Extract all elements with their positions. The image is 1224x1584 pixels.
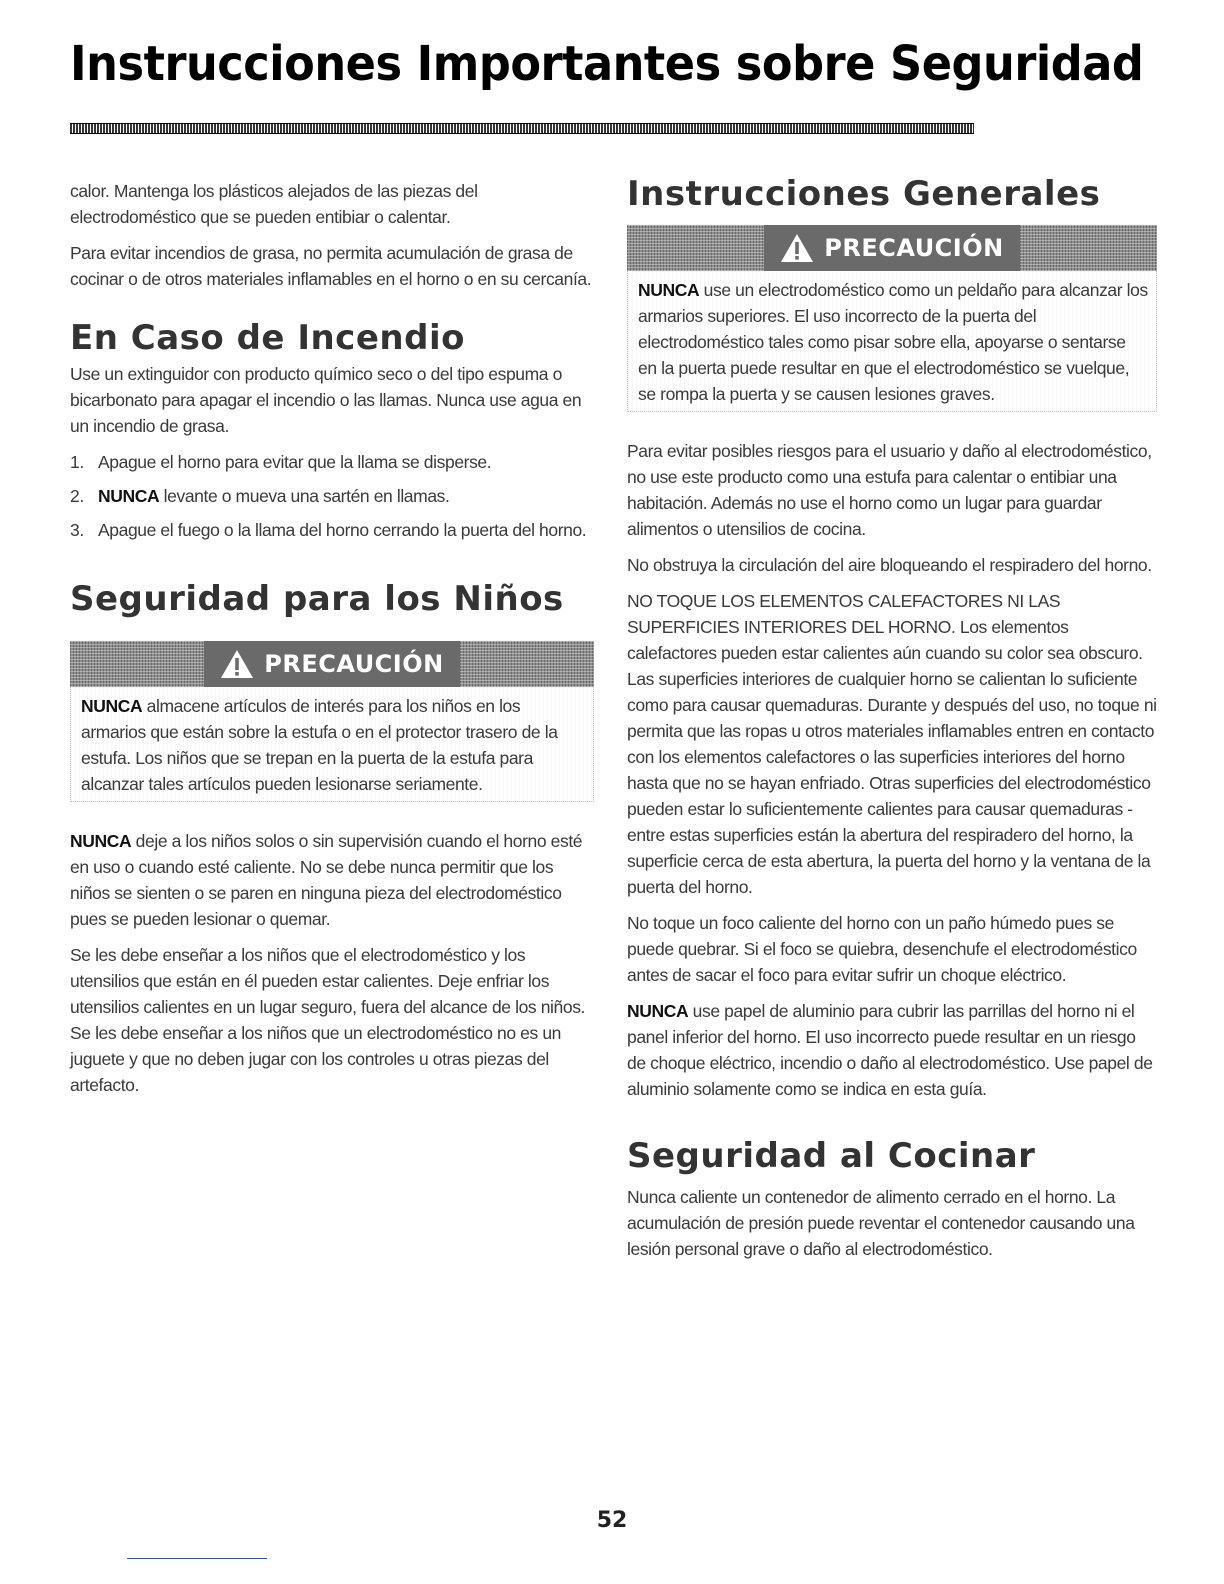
children-p1-text: deje a los niños solos o sin supervisión cuando el horno esté en uso o cuando esté caliente. No se debe nunca permitir que los niños se sienten o se paren en ninguna pieza del electrodoméstico pues se pueden lesionar o quemar. (70, 830, 583, 929)
page-number: 52 (596, 1508, 628, 1533)
general-paragraph-2: No obstruya la circulación del aire bloqueando el respiradero del horno. (627, 555, 1152, 576)
step-text: Apague el fuego o la llama del horno cerrando la puerta del horno. (98, 520, 587, 541)
caution-body: almacene artículos de interés para los niños en los armarios que están sobre la estufa o en el protector trasero de la estufa. Los niños que se trepan en la puerta de la estufa para alcanzar tales artículos pueden lesionarse seriamente. (81, 695, 558, 794)
cooking-heading: Seguridad al Cocinar (627, 1136, 1036, 1177)
caution-text (81, 693, 585, 797)
general-paragraph-3: NO TOQUE LOS ELEMENTOS CALEFACTORES NI LAS SUPERFICIES INTERIORES DEL HORNO. Los elementos calefactores pueden estar calientes aún cuando su color sea obscuro. Las superficies interiores de cualquier horno se calientan lo suficiente como para causar quemaduras. Durante y después del uso, no toque ni permita que las ropas u otros materiales inflamables entren en contacto con los elementos calefactores o las superficies interiores del horno hasta que no se hayan enfriado. Otras superficies del electrodoméstico pueden estar lo suficientemente calientes para causar quemaduras - entre estas superficies están la abertura del respiradero del horno, la superficie cerca de esta abertura, la puerta del horno y la ventana de la puerta del horno. (627, 591, 1157, 898)
children-paragraph-1 (70, 828, 594, 932)
step-number: 1. (70, 452, 84, 473)
caution-label: PRECAUCIÓN (264, 649, 444, 678)
caution-banner (70, 641, 594, 687)
caution-label-box (764, 225, 1019, 271)
cooking-paragraph: Nunca caliente un contenedor de alimento cerrado en el horno. La acumulación de presión puede reventar el contenedor causando una lesión personal grave o daño al electrodoméstico. (627, 1186, 1135, 1259)
general-heading: Instrucciones Generales (627, 174, 1101, 214)
fire-section (70, 320, 594, 543)
step-number: 2. (70, 486, 84, 507)
caution-strong: NUNCA (81, 695, 143, 716)
step-text: Apague el horno para evitar que la llama se disperse. (98, 452, 492, 473)
caution-text-box (627, 271, 1157, 412)
fire-heading: En Caso de Incendio (70, 318, 465, 358)
warning-triangle-icon (220, 649, 254, 679)
children-paragraph-2: Se les debe enseñar a los niños que el electrodoméstico y los utensilios que están en él pueden estar calientes. Deje enfriar los utensilios calientes en un lugar seguro, fuera del alcance de los niños. Se les debe enseñar a los niños que un electrodoméstico no es un juguete y que no deben jugar con los controles u otras piezas del artefacto. (70, 944, 586, 1095)
caution-label: PRECAUCIÓN (824, 234, 1004, 263)
fire-step (70, 517, 594, 543)
general-section (627, 176, 1157, 1102)
general-paragraph-5 (627, 998, 1157, 1102)
caution-body: use un electrodoméstico como un peldaño para alcanzar los armarios superiores. El uso incorrecto de la puerta del electrodoméstico tales como pisar sobre ella, apoyarse o sentarse en la puerta puede resultar en que el electrodoméstico se vuelque, se rompa la puerta y se causen lesiones graves. (638, 280, 1148, 405)
general-paragraph-1: Para evitar posibles riesgos para el usuario y daño al electrodoméstico, no use este producto como una estufa para calentar o entibiar una habitación. Además no use el horno como un lugar para guardar alimentos o utensilios de cocina. (627, 441, 1152, 540)
step-strong: NUNCA (98, 486, 160, 507)
general-paragraph-4: No toque un foco caliente del horno con un paño húmedo pues se puede quebrar. Si el foco se quiebra, desenchufe el electrodoméstico antes de sacar el foco para evitar sufrir un choque eléctrico. (627, 913, 1137, 986)
left-column (70, 178, 594, 1108)
general-p5-strong: NUNCA (627, 1001, 689, 1022)
children-p1-strong: NUNCA (70, 830, 132, 851)
children-heading: Seguridad para los Niños (70, 579, 564, 620)
intro-paragraph-2: Para evitar incendios de grasa, no permita acumulación de grasa de cocinar o de otros materiales inflamables en el horno o en su cercanía. (70, 243, 592, 289)
page-title: Instrucciones Importantes sobre Seguridad (70, 36, 1144, 92)
footer-rule (127, 1558, 267, 1559)
step-text: levante o mueva una sartén en llamas. (159, 486, 450, 507)
fire-step (70, 483, 594, 509)
caution-text (638, 277, 1148, 407)
caution-strong: NUNCA (638, 280, 700, 301)
children-section (70, 581, 594, 1097)
fire-step (70, 449, 594, 475)
warning-triangle-icon (780, 233, 814, 263)
fire-steps (70, 449, 594, 543)
caution-text-box (70, 687, 594, 802)
fire-paragraph: Use un extinguidor con producto químico seco o del tipo espuma o bicarbonato para apagar el incendio o las llamas. Nunca use agua en un incendio de grasa. (70, 364, 582, 437)
right-column (627, 176, 1157, 1272)
caution-label-box (204, 641, 459, 687)
caution-banner (627, 225, 1157, 271)
general-p5-text: use papel de aluminio para cubrir las parrillas del horno ni el panel inferior del horno. El uso incorrecto puede resultar en un riesgo de choque eléctrico, incendio o daño al electrodoméstico. Use papel de aluminio solamente como se indica en esta guía. (627, 1001, 1153, 1100)
intro-paragraph-1: calor. Mantenga los plásticos alejados de las piezas del electrodoméstico que se pueden entibiar o calentar. (70, 181, 478, 227)
step-number: 3. (70, 520, 84, 541)
title-rule (70, 123, 974, 134)
cooking-section (627, 1138, 1157, 1261)
